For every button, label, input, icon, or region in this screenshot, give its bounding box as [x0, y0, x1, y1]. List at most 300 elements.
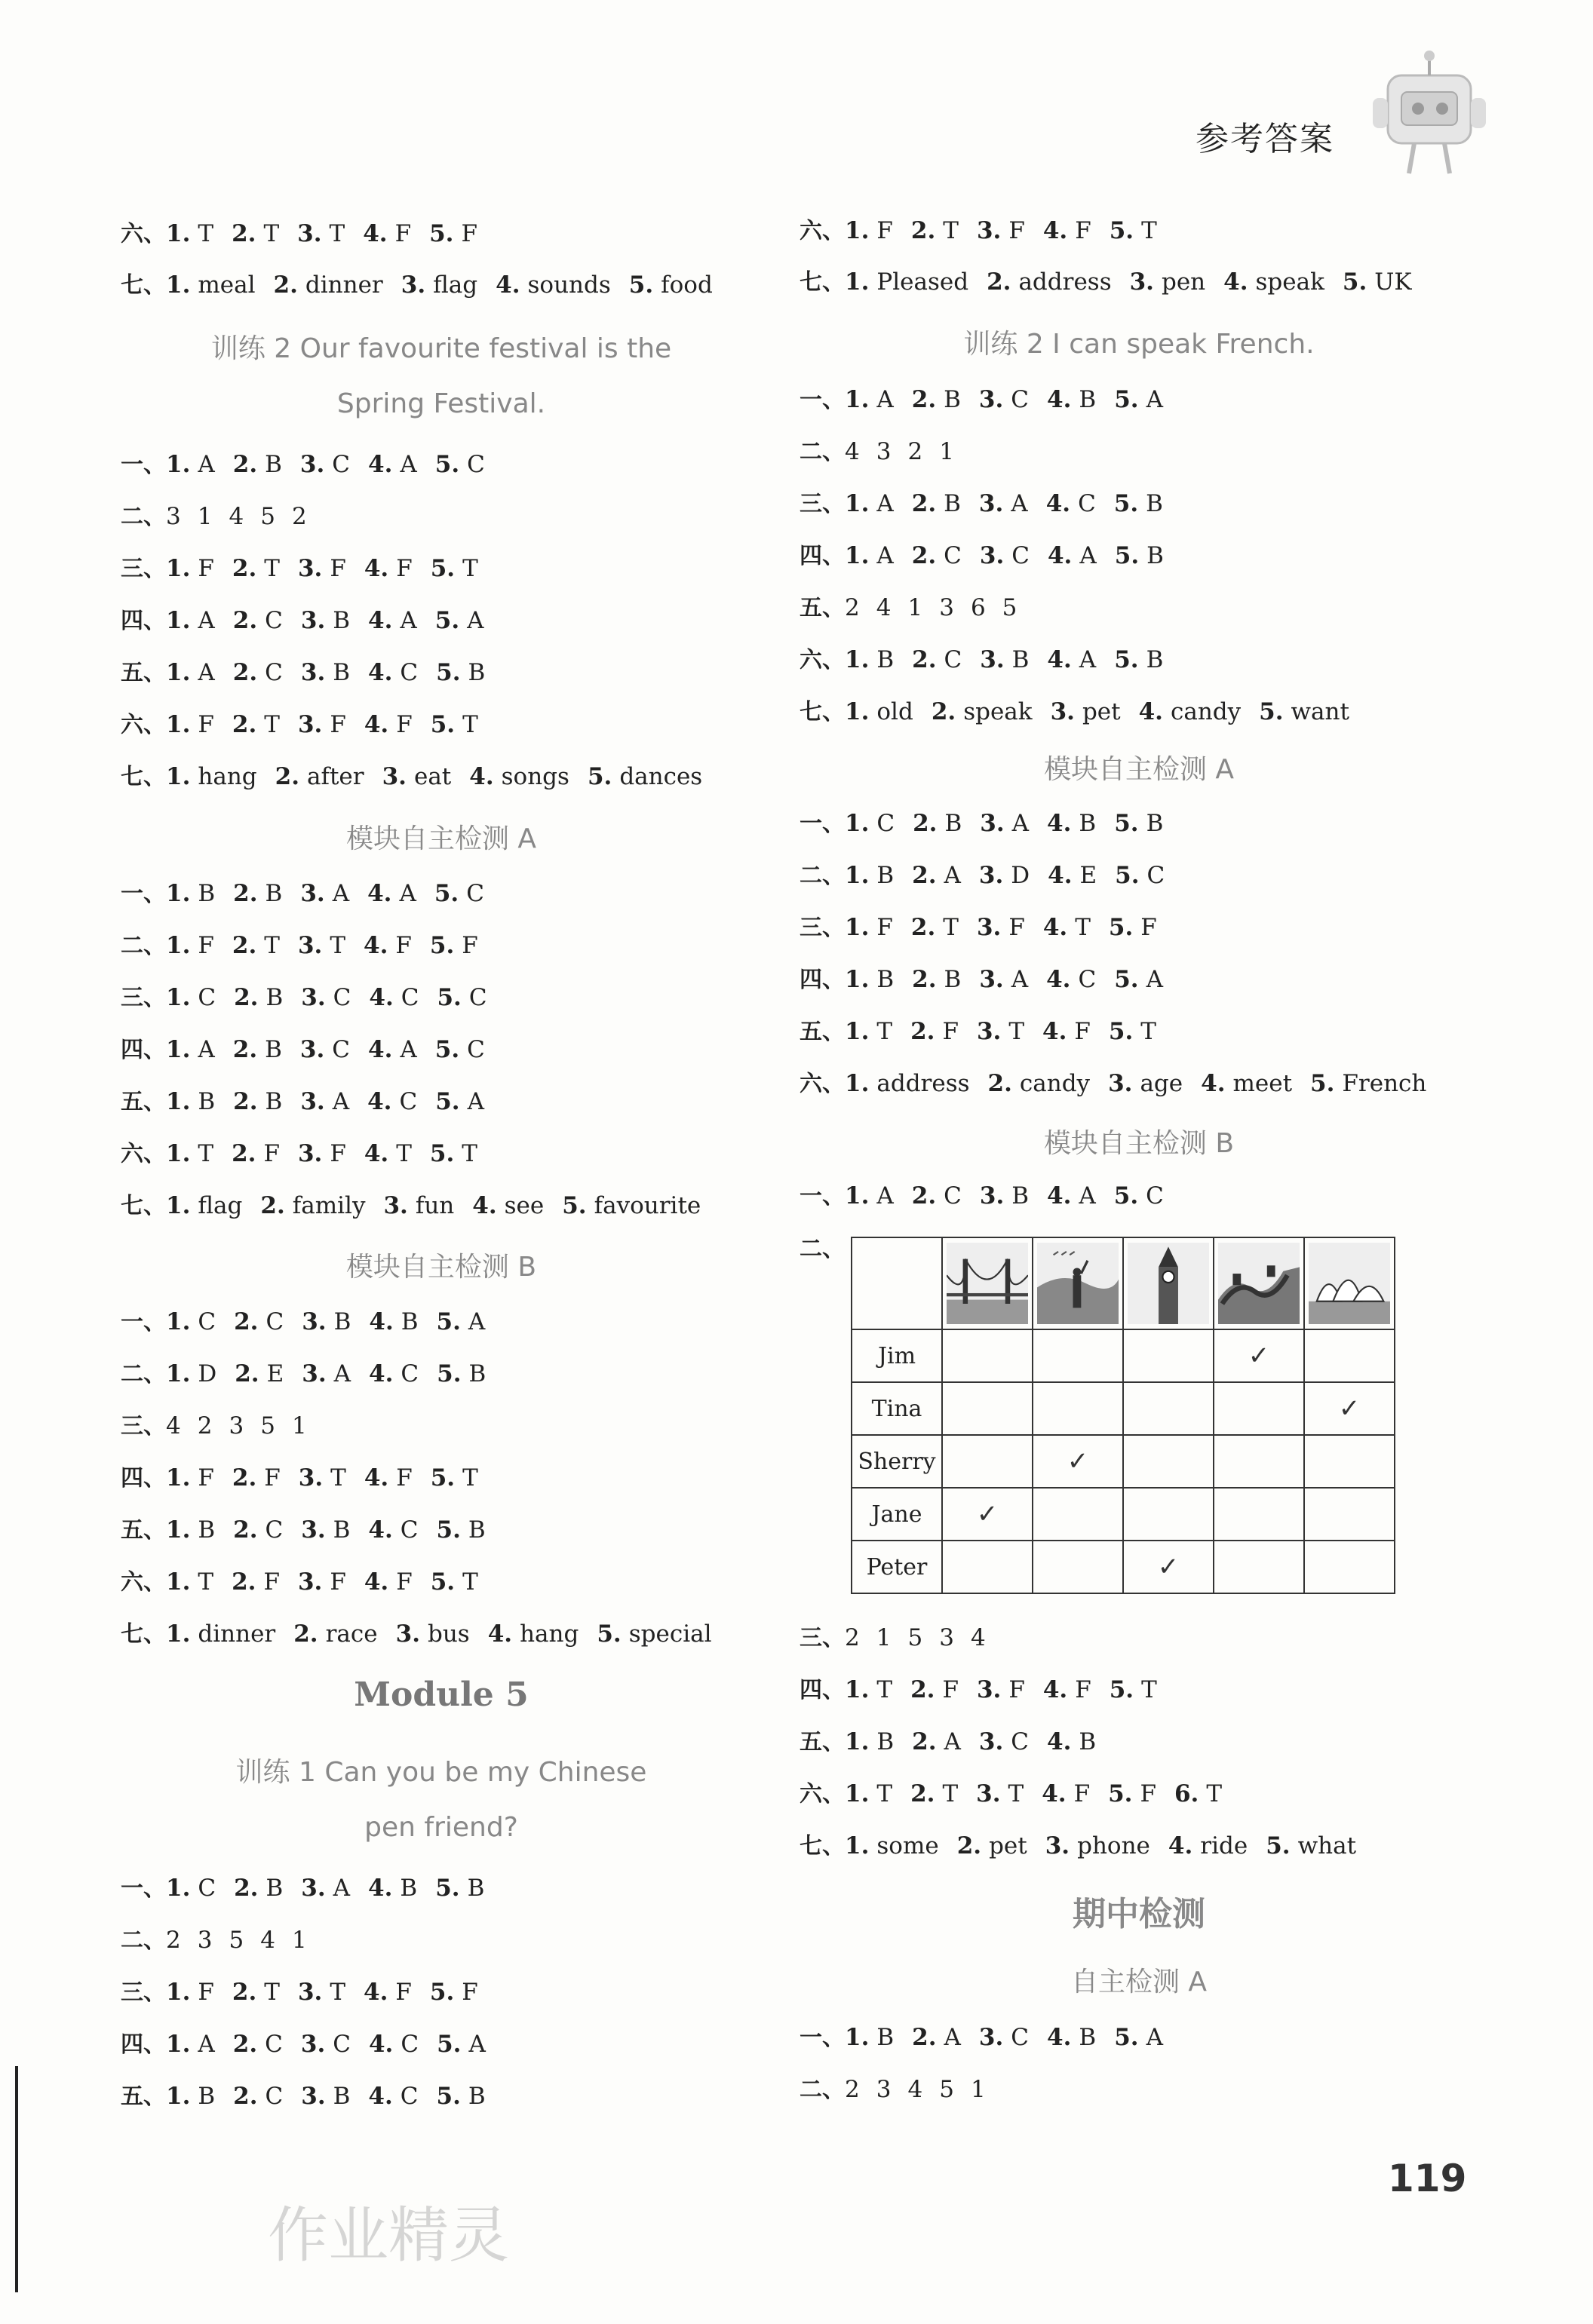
answer-value: A	[1011, 966, 1029, 993]
answer-item	[932, 698, 1033, 725]
question-number: 1.	[166, 451, 191, 478]
answer-item	[232, 711, 280, 738]
answer-item	[430, 1140, 477, 1167]
answer-item	[912, 1728, 961, 1755]
question-number: 5.	[628, 271, 654, 299]
picture-cell	[1304, 1237, 1395, 1329]
answer-value: F	[263, 1140, 280, 1167]
answer-item	[1042, 1018, 1091, 1045]
answer-item	[437, 984, 486, 1011]
question-number: 4.	[364, 932, 388, 959]
answer-item	[1343, 268, 1412, 296]
answer-item	[274, 271, 383, 299]
answer-value: speak	[1255, 268, 1324, 296]
answer-value: after	[307, 763, 364, 790]
answer-item	[1310, 1070, 1426, 1097]
answer-item	[293, 1620, 377, 1648]
page-edge-mark	[15, 2066, 18, 2292]
table-cell	[942, 1488, 1033, 1541]
question-number: 2.	[911, 542, 937, 569]
question-number: 2.	[911, 1182, 937, 1210]
answer-line	[800, 216, 1175, 247]
answer-value: address	[1018, 268, 1112, 296]
question-number: 3.	[979, 966, 1004, 993]
section-label: 六、	[800, 1071, 845, 1097]
section-label: 七、	[800, 269, 845, 296]
answer-item	[845, 1676, 892, 1703]
section-label: 五、	[121, 1517, 166, 1544]
answer-value: T	[263, 220, 280, 247]
table-row	[852, 1382, 1395, 1435]
answer-value: F	[1008, 217, 1025, 244]
answer-line	[800, 1727, 1114, 1758]
answer-line	[121, 1035, 503, 1065]
answer-value: A	[468, 2031, 486, 2058]
answer-line	[121, 1925, 324, 1956]
answer-value: T	[462, 711, 478, 738]
question-number: 3.	[1050, 698, 1075, 725]
check-mark-icon: ✓	[1067, 1446, 1089, 1476]
answer-value: F	[942, 1018, 959, 1045]
answer-value: B	[876, 966, 895, 993]
table-section-label	[800, 1234, 845, 1265]
answer-line	[800, 1779, 1240, 1810]
empty-corner-cell	[852, 1237, 942, 1329]
answer-value: C	[467, 1036, 485, 1063]
question-number: 1.	[166, 607, 191, 634]
section-label: 七、	[121, 272, 166, 299]
question-number: 4.	[1045, 490, 1071, 517]
section-label: 一、	[800, 1183, 845, 1210]
question-number: 3.	[976, 217, 1002, 244]
answer-item	[1047, 2024, 1096, 2051]
answer-item	[364, 711, 413, 738]
question-number: 3.	[979, 1182, 1005, 1210]
answer-value: B	[1011, 1182, 1030, 1210]
answer-value: T	[330, 1979, 346, 2006]
sequence-number: 1	[197, 503, 213, 530]
answer-item	[913, 810, 962, 837]
question-number: 5.	[429, 220, 454, 247]
question-number: 2.	[260, 1192, 285, 1219]
section-label: 二、	[121, 1927, 166, 1954]
question-number: 4.	[1047, 2024, 1072, 2051]
answer-value: A	[1079, 1182, 1096, 1210]
answer-value: A	[1146, 386, 1163, 413]
section-label: 五、	[800, 1729, 845, 1755]
answer-value: C	[944, 646, 962, 673]
answer-value: flag	[198, 1192, 243, 1219]
answer-value: F	[396, 555, 413, 582]
section-label: 四、	[121, 608, 166, 634]
answer-item	[232, 1568, 280, 1596]
answer-item	[301, 2083, 350, 2110]
section-label: 三、	[800, 1625, 845, 1651]
answer-value: B	[198, 2083, 216, 2110]
answer-item	[431, 711, 478, 738]
question-number: 5.	[1108, 1780, 1133, 1807]
answer-value: C	[198, 1308, 216, 1335]
answer-value: hang	[198, 763, 257, 790]
question-number: 1.	[166, 1875, 191, 1902]
answer-sequence	[845, 2076, 1002, 2103]
answer-item	[301, 984, 351, 1011]
answer-item	[233, 880, 282, 907]
answer-item	[300, 880, 349, 907]
question-number: 2.	[232, 607, 258, 634]
question-number: 5.	[430, 1464, 456, 1492]
answer-item	[368, 1875, 417, 1902]
question-number: 5.	[562, 1192, 587, 1219]
sequence-number: 5	[939, 2076, 954, 2103]
answer-item	[434, 880, 484, 907]
answer-line	[121, 1359, 504, 1390]
question-number: 2.	[232, 711, 257, 738]
answer-value: C	[265, 659, 283, 686]
answer-value: B	[265, 1088, 283, 1115]
sequence-number: 4	[907, 2076, 923, 2103]
answer-value: F	[876, 217, 893, 244]
question-number: 1.	[166, 711, 191, 738]
answer-item	[301, 659, 350, 686]
answer-item	[629, 271, 713, 299]
answer-value: B	[468, 659, 486, 686]
question-number: 2.	[912, 966, 937, 993]
table-cell	[1214, 1382, 1304, 1435]
question-number: 1.	[166, 659, 191, 686]
answer-value: B	[468, 1360, 486, 1387]
table-cell	[1033, 1488, 1123, 1541]
question-number: 1.	[166, 1979, 191, 2006]
sequence-number: 2	[845, 594, 860, 621]
sequence-number: 2	[907, 438, 923, 465]
question-number: 4.	[369, 1308, 394, 1335]
question-number: 2.	[910, 914, 936, 941]
answer-value: B	[876, 646, 895, 673]
question-number: 3.	[978, 2024, 1004, 2051]
answer-value: A	[332, 1088, 350, 1115]
answer-value: T	[198, 1140, 214, 1167]
table-cell	[1304, 1329, 1395, 1382]
exam-sub-heading: 自主检测 A	[1070, 1967, 1208, 1997]
question-number: 2.	[987, 1070, 1012, 1097]
answer-item	[910, 1676, 959, 1703]
answer-value: Pleased	[876, 268, 969, 296]
sequence-number: 3	[939, 594, 954, 621]
question-number: 3.	[297, 220, 322, 247]
question-number: 1.	[166, 271, 191, 299]
answer-value: A	[399, 880, 416, 907]
section-label: 七、	[800, 1833, 845, 1860]
answer-line	[121, 1307, 503, 1338]
question-number: 2.	[232, 1464, 257, 1492]
answer-item	[979, 2024, 1029, 2051]
section-label: 一、	[121, 1875, 166, 1902]
question-number: 4.	[368, 1875, 393, 1902]
answer-value: B	[1079, 386, 1097, 413]
question-number: 3.	[978, 386, 1004, 413]
section-label: 六、	[121, 221, 166, 247]
table-cell	[1123, 1382, 1214, 1435]
question-number: 2.	[275, 763, 300, 790]
answer-value: A	[198, 451, 215, 478]
answer-item	[435, 1036, 485, 1063]
question-number: 4.	[472, 1192, 497, 1219]
sydney-opera-house-icon	[1309, 1243, 1390, 1324]
answer-value: B	[876, 2024, 895, 2051]
question-number: 1.	[845, 490, 870, 517]
answer-line	[800, 697, 1367, 728]
question-number: 2.	[910, 217, 936, 244]
table-cell	[942, 1329, 1033, 1382]
answer-item	[298, 711, 346, 738]
question-number: 3.	[300, 2031, 326, 2058]
answer-item	[364, 555, 413, 582]
section-label: 七、	[121, 1193, 166, 1219]
answer-item	[977, 1018, 1024, 1045]
question-number: 4.	[487, 1620, 513, 1648]
answer-item	[233, 1516, 283, 1544]
question-number: 3.	[980, 810, 1005, 837]
question-number: 3.	[976, 1018, 1002, 1045]
answer-sequence	[845, 1624, 1002, 1651]
question-number: 4.	[369, 1360, 394, 1387]
answer-item	[437, 1360, 486, 1387]
question-number: 4.	[368, 1516, 393, 1544]
question-number: 4.	[368, 451, 393, 478]
answer-line	[121, 2081, 504, 2112]
table-cell	[942, 1382, 1033, 1435]
question-number: 1.	[166, 1088, 191, 1115]
question-number: 4.	[1046, 966, 1071, 993]
answer-value: B	[1011, 646, 1030, 673]
section-label: 四、	[121, 1465, 166, 1492]
question-number: 3.	[300, 880, 325, 907]
answer-item	[1114, 490, 1163, 517]
sequence-number: 5	[229, 1927, 244, 1954]
sequence-number: 2	[845, 1624, 860, 1651]
question-number: 1.	[845, 542, 870, 569]
question-number: 4.	[1042, 217, 1068, 244]
answer-value: T	[462, 1140, 477, 1167]
question-number: 5.	[1259, 698, 1284, 725]
answer-value: B	[944, 386, 961, 413]
picture-row	[852, 1237, 1395, 1329]
answer-item	[369, 984, 419, 1011]
question-number: 5.	[1114, 386, 1139, 413]
answer-item	[166, 1620, 275, 1648]
question-number: 2.	[234, 984, 259, 1011]
answer-item	[1266, 1832, 1356, 1860]
answer-item	[297, 220, 345, 247]
answer-item	[1259, 698, 1349, 725]
answer-item	[166, 1568, 213, 1596]
answer-value: T	[876, 1676, 893, 1703]
answer-item	[300, 451, 350, 478]
question-number: 1.	[166, 1464, 191, 1492]
answer-value: F	[394, 220, 412, 247]
section-label: 六、	[800, 218, 845, 244]
question-number: 4.	[1047, 1728, 1072, 1755]
answer-item	[166, 1875, 216, 1902]
question-number: 1.	[166, 880, 191, 907]
answer-value: F	[1140, 914, 1157, 941]
answer-item	[1114, 646, 1163, 673]
answer-line	[121, 1619, 730, 1650]
question-number: 4.	[1223, 268, 1248, 296]
question-number: 4.	[1201, 1070, 1226, 1097]
answer-item	[298, 555, 346, 582]
answer-value: A	[198, 2031, 215, 2058]
answer-line	[121, 710, 496, 740]
answer-item	[845, 1018, 892, 1045]
answer-item	[166, 607, 215, 634]
sequence-number: 4	[876, 594, 892, 621]
question-number: 1.	[845, 810, 870, 837]
question-number: 5.	[434, 451, 460, 478]
question-number: 2.	[233, 880, 258, 907]
answer-item	[1047, 1182, 1096, 1210]
answer-item	[275, 763, 364, 790]
check-mark-icon: ✓	[976, 1499, 999, 1529]
question-number: 1.	[845, 386, 870, 413]
question-number: 5.	[430, 555, 456, 582]
question-number: 1.	[166, 1192, 191, 1219]
answer-value: F	[330, 555, 346, 582]
answer-item	[562, 1192, 701, 1219]
question-number: 4.	[1042, 914, 1068, 941]
question-number: 5.	[1115, 862, 1140, 889]
answer-item	[845, 862, 894, 889]
answer-item	[1048, 862, 1097, 889]
answer-value: F	[330, 1568, 346, 1596]
answer-item	[1046, 966, 1096, 993]
answer-value: C	[198, 984, 216, 1011]
question-number: 3.	[299, 1036, 325, 1063]
answer-line	[121, 270, 731, 301]
answer-item	[980, 542, 1030, 569]
answer-value: F	[396, 1464, 413, 1492]
question-number: 5.	[429, 932, 455, 959]
question-number: 4.	[496, 271, 520, 299]
question-number: 3.	[298, 1464, 324, 1492]
question-number: 5.	[1266, 1832, 1291, 1860]
answer-value: B	[333, 2083, 351, 2110]
answer-value: F	[1008, 1676, 1025, 1703]
table-cell	[1033, 1382, 1123, 1435]
question-number: 2.	[232, 1979, 257, 2006]
answer-value: pet	[989, 1832, 1027, 1860]
question-number: 3.	[1045, 1832, 1070, 1860]
answer-item	[302, 1360, 351, 1387]
answer-value: C	[876, 810, 895, 837]
module-test-heading: 模块自主检测 A	[1043, 754, 1235, 785]
answer-value: T	[1141, 1676, 1157, 1703]
answer-item	[1108, 1780, 1156, 1807]
answer-value: B	[265, 1036, 282, 1063]
question-number: 1.	[166, 1140, 191, 1167]
answer-value: A	[467, 607, 484, 634]
answer-value: C	[401, 1360, 419, 1387]
question-number: 1.	[845, 1070, 870, 1097]
answer-value: A	[944, 862, 961, 889]
answer-value: food	[661, 271, 713, 299]
answer-line	[121, 1873, 502, 1904]
answer-value: A	[333, 1360, 351, 1387]
answer-item	[912, 646, 962, 673]
question-number: 3.	[980, 646, 1005, 673]
answer-value: C	[944, 1182, 962, 1210]
answer-value: A	[1011, 490, 1028, 517]
answer-item	[363, 220, 411, 247]
answer-value: old	[876, 698, 913, 725]
question-number: 5.	[1342, 268, 1367, 296]
sequence-number: 2	[845, 2076, 860, 2103]
section-label: 一、	[800, 387, 845, 413]
module-title: Module 5	[354, 1676, 529, 1714]
question-number: 3.	[297, 932, 323, 959]
exam-heading: 期中检测	[1073, 1895, 1205, 1933]
section-label: 二、	[800, 863, 845, 889]
answer-item	[234, 1308, 284, 1335]
answer-line	[800, 1831, 1374, 1862]
answer-value: B	[876, 1728, 895, 1755]
table-cell	[942, 1541, 1033, 1593]
answer-item	[987, 268, 1112, 296]
answer-item	[1043, 914, 1091, 941]
answer-item	[437, 2083, 486, 2110]
watermark: 作业精灵	[268, 2200, 509, 2270]
answer-value: dances	[619, 763, 703, 790]
answer-value: C	[1011, 386, 1030, 413]
answer-item	[1047, 386, 1096, 413]
answer-value: T	[264, 555, 280, 582]
answer-value: T	[264, 932, 280, 959]
answer-item	[1043, 217, 1091, 244]
sequence-number: 1	[970, 2076, 986, 2103]
question-number: 2.	[232, 451, 258, 478]
section-label: 二、	[121, 933, 166, 959]
answer-value: T	[264, 1979, 280, 2006]
answer-value: F	[942, 1676, 959, 1703]
answer-item	[977, 1676, 1025, 1703]
answer-item	[1114, 2024, 1163, 2051]
person-name: Jim	[852, 1329, 942, 1382]
answer-line	[121, 449, 503, 480]
answer-line	[121, 219, 496, 250]
answer-item	[166, 1516, 215, 1544]
answer-item	[845, 1070, 970, 1097]
answer-item	[1223, 268, 1324, 296]
answer-item	[979, 490, 1028, 517]
section-label: 一、	[121, 1309, 166, 1335]
answer-item	[845, 698, 913, 725]
answer-item	[166, 1088, 215, 1115]
answer-value: A	[876, 1182, 894, 1210]
module-test-heading: 模块自主检测 B	[345, 1252, 537, 1283]
section-label: 二、	[121, 1361, 166, 1387]
question-number: 4.	[368, 2031, 394, 2058]
question-number: 5.	[434, 880, 459, 907]
answer-value: F	[461, 220, 477, 247]
answer-item	[910, 1780, 958, 1807]
question-number: 1.	[166, 2031, 191, 2058]
answer-value: F	[1075, 1676, 1091, 1703]
person-name: Peter	[852, 1541, 942, 1593]
section-label: 三、	[800, 915, 845, 941]
answer-item	[369, 1308, 418, 1335]
answer-value: B	[468, 2083, 486, 2110]
